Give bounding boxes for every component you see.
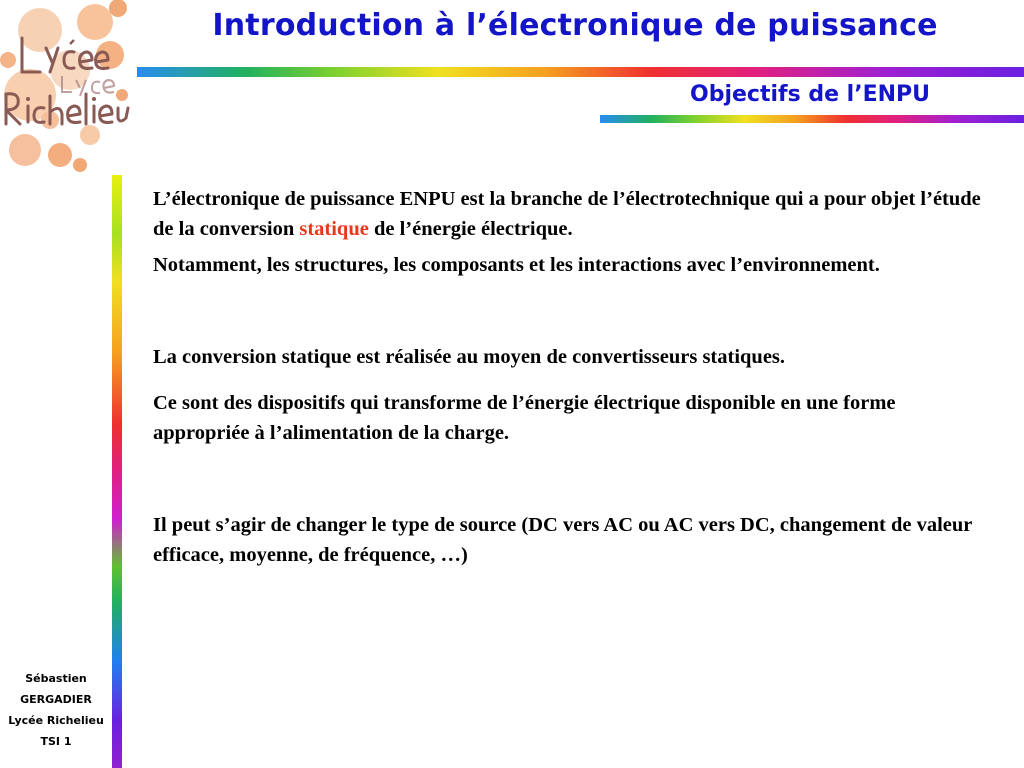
author-school: Lycée Richelieu bbox=[8, 714, 104, 727]
slide-subtitle: Objectifs de l’ENPU bbox=[690, 82, 930, 107]
author-first-name: Sébastien bbox=[25, 672, 87, 685]
paragraph-definition-start: L’électronique de puissance ENPU est la branche de l’électrotechnique qui a pour objet l’étude de la conversion bbox=[153, 188, 981, 240]
school-logo bbox=[0, 0, 140, 178]
paragraph-devices: Ce sont des dispositifs qui transforme de l’énergie électrique disponible en une forme appropriée à l’alimentation de la charge. bbox=[153, 392, 896, 444]
author-last-name: GERGADIER bbox=[20, 693, 92, 706]
highlight-word: statique bbox=[299, 218, 369, 240]
author-block bbox=[0, 668, 112, 752]
presentation-title: Introduction à l’électronique de puissance bbox=[212, 8, 938, 43]
paragraph-definition bbox=[153, 184, 983, 244]
title-rainbow-bar bbox=[137, 67, 1024, 77]
subtitle-rainbow-bar bbox=[600, 115, 1024, 123]
paragraph-examples: Il peut s’agir de changer le type de source (DC vers AC ou AC vers DC, changement de valeur efficace, moyenne, de fréquence, …) bbox=[153, 514, 972, 566]
slide-content bbox=[153, 184, 983, 570]
paragraph-definition-end: de l’énergie électrique. bbox=[368, 218, 573, 240]
paragraph-conversion: La conversion statique est réalisée au moyen de convertisseurs statiques. bbox=[153, 346, 786, 368]
paragraph-structures: Notamment, les structures, les composants et les interactions avec l’environnement. bbox=[153, 254, 880, 276]
author-class: TSI 1 bbox=[40, 735, 72, 748]
side-rainbow-bar bbox=[112, 175, 122, 768]
